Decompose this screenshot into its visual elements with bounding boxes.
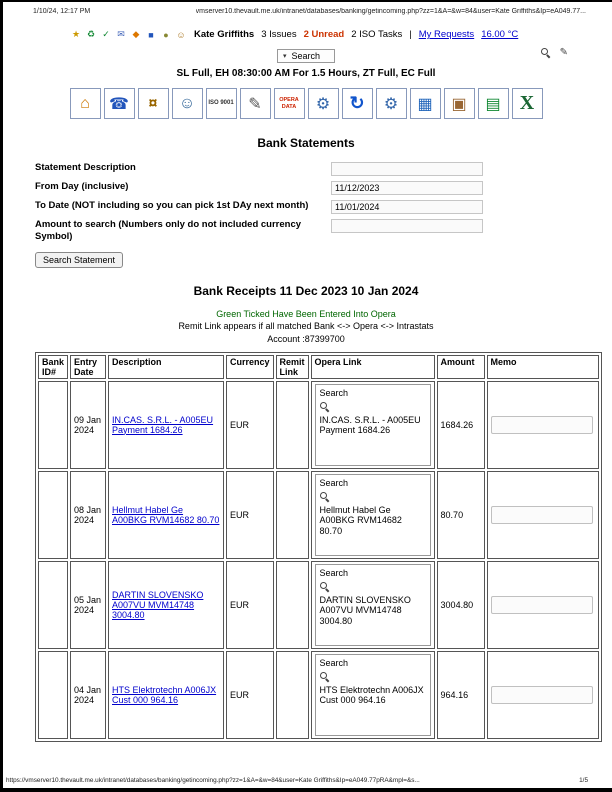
check-icon[interactable]: ✓ (102, 29, 110, 39)
print-page-number: 1/5 (579, 777, 588, 784)
search-statement-button[interactable]: Search Statement (35, 252, 123, 268)
app-icon-settings[interactable] (308, 88, 339, 119)
page-edge-left (0, 0, 3, 792)
table-notes (0, 308, 612, 346)
print-footer (6, 777, 588, 784)
page-edge-top (0, 0, 612, 2)
user-name: Kate Griffiths (194, 29, 255, 40)
entry-date-cell: 09 Jan 2024 (70, 381, 106, 469)
account-number: Account :87399700 (267, 333, 345, 344)
recycle-icon[interactable]: ♻ (86, 29, 96, 39)
col-header-currency: Currency (226, 355, 274, 379)
note-remit-link: Remit Link appears if all matched Bank <-> Opera <-> Intrastats (178, 321, 434, 332)
to-date-label: To Date (NOT including so you can pick 1st DAy next month) (35, 200, 309, 211)
print-header-url: vmserver10.thevault.me.uk/intranet/databases/banking/getincoming.php?zz=1&A=&w=84&user=Kate Griffiths&Ip=eA049.77... (195, 8, 586, 15)
col-header-description: Description (108, 355, 224, 379)
table-row (38, 651, 599, 739)
search-icon[interactable] (541, 48, 550, 57)
search-scope-select[interactable] (277, 49, 335, 63)
opera-link-text: Hellmut Habel Ge A00BKG RVM14682 80.70 (319, 504, 402, 537)
edit-icon[interactable]: ✎ (559, 47, 568, 58)
remit-link-cell (276, 651, 309, 739)
col-header-bank-id: Bank ID# (38, 355, 68, 379)
tools-gear-icon: ⚙ (383, 95, 399, 113)
gear-icon: ⚙ (315, 95, 331, 113)
currency-cell: EUR (226, 561, 274, 649)
description-link[interactable]: Hellmut Habel Ge A00BKG RVM14682 80.70 (112, 504, 220, 525)
app-icon-phone[interactable] (104, 88, 135, 119)
remit-link-cell (276, 561, 309, 649)
circle-icon[interactable]: ● (163, 29, 169, 40)
currency-icon: ¤ (148, 94, 158, 112)
currency-cell: EUR (226, 381, 274, 469)
description-link[interactable]: IN.CAS. S.R.L. - A005EU Payment 1684.26 (112, 414, 214, 435)
memo-input[interactable] (491, 686, 593, 704)
amount-cell: 1684.26 (437, 381, 485, 469)
staff-status-line: SL Full, EH 08:30:00 AM For 1.5 Hours, ZT Full, EC Full (176, 68, 436, 79)
bank-id-cell (38, 381, 68, 469)
bank-receipts-table (35, 352, 602, 742)
memo-input[interactable] (491, 596, 593, 614)
star-icon[interactable]: ★ (71, 29, 81, 39)
bank-id-cell (38, 561, 68, 649)
table-header-row (38, 355, 599, 379)
app-icon-edit[interactable] (240, 88, 271, 119)
phone-icon: ☎ (109, 95, 129, 113)
app-launcher (0, 88, 612, 119)
from-day-label: From Day (inclusive) (35, 181, 129, 192)
app-icon-home[interactable] (70, 88, 101, 119)
opera-link-box (315, 384, 431, 466)
app-icon-chart[interactable] (410, 88, 441, 119)
bank-id-cell (38, 651, 68, 739)
description-link[interactable]: DARTIN SLOVENSKO A007VU MVM14748 3004.80 (112, 589, 204, 620)
statement-description-label: Statement Description (35, 162, 136, 173)
home-icon: ⌂ (80, 94, 90, 112)
memo-input[interactable] (491, 506, 593, 524)
memo-input[interactable] (491, 416, 593, 434)
description-link[interactable]: HTS Elektrotechn A006JX Cust 000 964.16 (112, 684, 217, 705)
iso-tasks-count[interactable]: 2 ISO Tasks (351, 29, 403, 40)
print-header (0, 0, 612, 15)
magnifier-icon[interactable] (320, 492, 329, 501)
bank-id-cell (38, 471, 68, 559)
amount-cell: 80.70 (437, 471, 485, 559)
col-header-amount: Amount (437, 355, 485, 379)
opera-search-link[interactable]: Search (319, 567, 349, 578)
table-row (38, 471, 599, 559)
excel-icon: X (519, 92, 535, 114)
page-edge-bottom (0, 788, 612, 792)
page-title: Bank Statements (257, 136, 355, 150)
opera-link-box (315, 564, 431, 646)
opera-link-box (315, 654, 431, 736)
table-row (38, 381, 599, 469)
table-row (38, 561, 599, 649)
search-row (0, 45, 612, 61)
col-header-opera-link: Opera Link (311, 355, 435, 379)
app-icon-excel[interactable] (512, 88, 543, 119)
currency-cell: EUR (226, 471, 274, 559)
toolbar-separator: | (409, 29, 412, 40)
statement-search-form (35, 162, 612, 268)
unread-count[interactable]: 2 Unread (303, 29, 345, 40)
temperature-link[interactable]: 16.00 °C (481, 29, 519, 40)
opera-search-link[interactable]: Search (319, 477, 349, 488)
book-icon: ▤ (485, 95, 501, 113)
from-day-input[interactable] (331, 181, 483, 195)
toolbar (70, 29, 612, 40)
remit-link-cell (276, 471, 309, 559)
opera-data-logo: OPERA DATA (279, 96, 299, 110)
magnifier-icon[interactable] (320, 402, 329, 411)
col-header-entry-date: Entry Date (70, 355, 106, 379)
pencil-icon: ✎ (248, 95, 262, 113)
person-icon[interactable]: ☺ (176, 29, 186, 40)
people-icon: ☺ (178, 94, 196, 112)
magnifier-icon[interactable] (320, 672, 329, 681)
note-green-ticked: Green Ticked Have Been Entered Into Opera (216, 308, 396, 319)
square-icon[interactable]: ■ (148, 29, 154, 40)
app-icon-people[interactable] (172, 88, 203, 119)
chart-icon: ▦ (417, 95, 433, 113)
search-select-value: Search (291, 51, 321, 61)
opera-link-text: HTS Elektrotechn A006JX Cust 000 964.16 (319, 684, 424, 706)
to-date-input[interactable] (331, 200, 483, 214)
entry-date-cell: 05 Jan 2024 (70, 561, 106, 649)
entry-date-cell: 08 Jan 2024 (70, 471, 106, 559)
currency-cell: EUR (226, 651, 274, 739)
col-header-memo: Memo (487, 355, 599, 379)
print-footer-url: https://vmserver10.thevault.me.uk/intranet/databases/banking/getincoming.php?zz=1&A=&w=84&user=Kate Griffiths&Ip=eA049.77pRA&mpl=&s... (6, 777, 420, 784)
app-icon-opera-data[interactable] (274, 88, 305, 119)
opera-search-link[interactable]: Search (319, 657, 349, 668)
package-icon: ▣ (451, 95, 467, 113)
app-icon-banking[interactable] (138, 88, 169, 119)
amount-search-label: Amount to search (Numbers only do not included currency Symbol) (35, 219, 302, 242)
bank-receipts-title: Bank Receipts 11 Dec 2023 10 Jan 2024 (193, 283, 419, 298)
amount-cell: 3004.80 (437, 561, 485, 649)
opera-search-link[interactable]: Search (319, 387, 349, 398)
app-icon-package[interactable] (444, 88, 475, 119)
col-header-remit-link: Remit Link (276, 355, 309, 379)
remit-link-cell (276, 381, 309, 469)
opera-link-text: DARTIN SLOVENSKO A007VU MVM14748 3004.80 (319, 594, 411, 627)
refresh-icon: ↻ (349, 93, 365, 113)
chevron-down-icon: ▾ (282, 53, 287, 60)
amount-search-input[interactable] (331, 219, 483, 233)
diamond-icon[interactable]: ◆ (132, 29, 140, 39)
app-icon-tools[interactable] (376, 88, 407, 119)
app-icon-ledger[interactable] (478, 88, 509, 119)
issues-count[interactable]: 3 Issues (261, 29, 297, 40)
mail-icon[interactable]: ✉ (117, 29, 125, 39)
amount-cell: 964.16 (437, 651, 485, 739)
app-icon-refresh[interactable] (342, 88, 373, 119)
entry-date-cell: 04 Jan 2024 (70, 651, 106, 739)
opera-link-text: IN.CAS. S.R.L. - A005EU Payment 1684.26 (319, 414, 421, 436)
app-icon-iso9001[interactable] (206, 88, 237, 119)
statement-description-input[interactable] (331, 162, 483, 176)
iso-logo: ISO 9001 (208, 100, 234, 107)
magnifier-icon[interactable] (320, 582, 329, 591)
my-requests-link[interactable]: My Requests (418, 29, 475, 40)
opera-link-box (315, 474, 431, 556)
print-datetime: 1/10/24, 12:17 PM (33, 8, 91, 15)
